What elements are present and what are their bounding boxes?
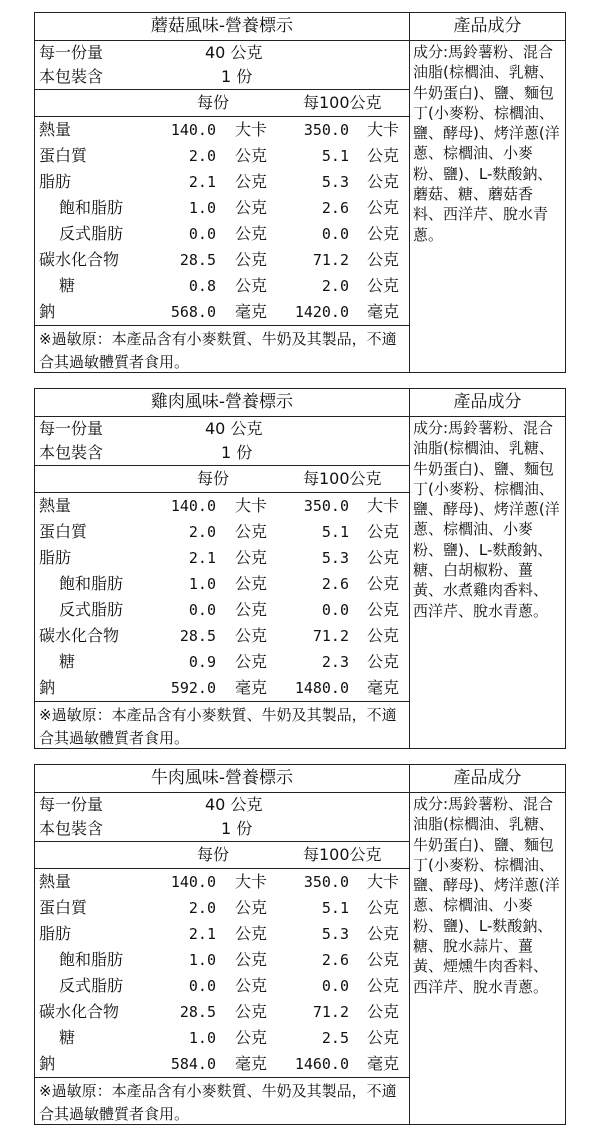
per-100g-value: 71.2 [312,1003,349,1021]
nutrient-row [35,623,409,649]
per-serving-value: 584.0 [170,1055,216,1073]
ingredients-text: 成分:馬鈴薯粉、混合油脂(棕櫚油、乳糖、牛奶蛋白)、鹽、麵包丁(小麥粉、棕櫚油、鹽、酵母)、烤洋蔥(洋蔥、棕櫚油、小麥粉、鹽)、L-麩酸鈉、糖、白胡椒粉、薑黃、水煮雞肉香料、西洋芹、脫水青蔥。 [413,419,560,620]
nutrient-name: 糖 [59,276,76,295]
servings-value: 1 份 [221,819,253,838]
per-100g-unit: 公克 [367,276,400,295]
nutrient-rows [35,869,409,1078]
per-100g-header: 每100公克 [303,469,382,488]
per-serving-unit: 公克 [235,898,268,917]
per-serving-unit: 毫克 [235,1054,268,1073]
per-serving-value: 28.5 [179,251,216,269]
serving-size-label: 每一份量 [39,43,104,62]
per-serving-unit: 公克 [235,1028,268,1047]
label-title: 蘑菇風味-營養標示 [35,13,409,41]
nutrient-row [35,973,409,999]
nutrient-row [35,247,409,273]
serving-size-label: 每一份量 [39,795,104,814]
ingredients-panel [410,13,565,372]
per-serving-unit: 大卡 [235,120,268,139]
per-100g-unit: 公克 [367,574,400,593]
per-100g-value: 2.5 [321,1029,349,1047]
nutrient-row [35,597,409,623]
nutrient-row [35,921,409,947]
per-serving-unit: 公克 [235,976,268,995]
per-serving-value: 1.0 [188,1029,216,1047]
per-100g-value: 2.6 [321,951,349,969]
nutrient-row [35,895,409,921]
nutrient-name: 脂肪 [39,172,72,191]
per-serving-unit: 大卡 [235,872,268,891]
column-header [35,465,409,493]
label-title: 牛肉風味-營養標示 [35,765,409,793]
nutrient-rows [35,493,409,702]
per-100g-unit: 公克 [367,976,400,995]
nutrition-label-chicken [34,388,566,749]
column-header [35,841,409,869]
per-serving-value: 2.0 [188,899,216,917]
per-100g-unit: 大卡 [367,872,400,891]
per-serving-unit: 毫克 [235,302,268,321]
nutrient-row [35,947,409,973]
servings-row [35,65,409,89]
nutrient-name: 鈉 [39,1054,56,1073]
nutrient-name: 蛋白質 [39,898,88,917]
per-serving-unit: 公克 [235,626,268,645]
nutrient-name: 鈉 [39,302,56,321]
nutrient-row [35,117,409,143]
nutrient-name: 碳水化合物 [39,1002,120,1021]
per-serving-unit: 公克 [235,924,268,943]
per-100g-value: 2.3 [321,653,349,671]
serving-size-label: 每一份量 [39,419,104,438]
per-100g-unit: 公克 [367,652,400,671]
nutrient-row [35,519,409,545]
per-serving-header: 每份 [197,845,230,864]
nutrient-row [35,999,409,1025]
per-100g-value: 350.0 [303,873,349,891]
nutrient-name: 熱量 [39,872,72,891]
nutrient-name: 飽和脂肪 [59,198,124,217]
per-serving-unit: 公克 [235,950,268,969]
per-serving-value: 592.0 [170,679,216,697]
nutrient-name: 反式脂肪 [59,976,124,995]
per-100g-header: 每100公克 [303,93,382,112]
serving-size-row [35,41,409,65]
nutrient-name: 蛋白質 [39,146,88,165]
nutrient-rows [35,117,409,326]
per-serving-value: 140.0 [170,121,216,139]
per-100g-unit: 公克 [367,924,400,943]
per-100g-value: 5.3 [321,173,349,191]
per-serving-unit: 大卡 [235,496,268,515]
nutrient-name: 碳水化合物 [39,626,120,645]
per-serving-value: 1.0 [188,951,216,969]
nutrient-name: 熱量 [39,496,72,515]
per-serving-unit: 公克 [235,600,268,619]
per-100g-value: 0.0 [321,977,349,995]
per-100g-unit: 公克 [367,898,400,917]
per-serving-unit: 公克 [235,548,268,567]
per-100g-value: 71.2 [312,251,349,269]
nutrient-name: 脂肪 [39,924,72,943]
per-100g-value: 0.0 [321,601,349,619]
per-serving-value: 2.1 [188,173,216,191]
per-serving-value: 2.0 [188,523,216,541]
per-100g-unit: 公克 [367,146,400,165]
nutrient-row [35,869,409,895]
nutrition-label-mushroom [34,12,566,373]
per-serving-value: 28.5 [179,627,216,645]
nutrient-row [35,299,409,326]
nutrient-name: 飽和脂肪 [59,574,124,593]
per-serving-value: 140.0 [170,497,216,515]
per-100g-value: 2.6 [321,199,349,217]
per-serving-unit: 公克 [235,224,268,243]
nutrient-name: 熱量 [39,120,72,139]
column-header [35,89,409,117]
per-100g-unit: 公克 [367,600,400,619]
serving-size-row [35,417,409,441]
servings-row [35,441,409,465]
per-serving-unit: 公克 [235,198,268,217]
nutrition-label-beef [34,764,566,1125]
ingredients-title: 產品成分 [410,389,565,417]
per-serving-value: 1.0 [188,199,216,217]
per-serving-unit: 公克 [235,276,268,295]
per-100g-value: 350.0 [303,121,349,139]
nutrient-row [35,273,409,299]
per-100g-value: 5.1 [321,147,349,165]
serving-size-value: 40 公克 [205,795,263,814]
servings-label: 本包裝含 [39,819,104,838]
per-100g-unit: 公克 [367,522,400,541]
per-serving-value: 2.1 [188,925,216,943]
per-serving-value: 568.0 [170,303,216,321]
per-100g-value: 2.0 [321,277,349,295]
label-title: 雞肉風味-營養標示 [35,389,409,417]
per-serving-header: 每份 [197,469,230,488]
per-serving-value: 28.5 [179,1003,216,1021]
nutrient-row [35,1025,409,1051]
per-serving-value: 0.0 [188,977,216,995]
serving-size-row [35,793,409,817]
ingredients-panel [410,765,565,1124]
ingredients-text: 成分:馬鈴薯粉、混合油脂(棕櫚油、乳糖、牛奶蛋白)、鹽、麵包丁(小麥粉、棕櫚油、鹽、酵母)、烤洋蔥(洋蔥、棕櫚油、小麥粉、鹽)、L-麩酸鈉、糖、脫水蒜片、薑黃、煙燻牛肉香料、西洋芹、脫水青蔥。 [413,795,560,996]
servings-label: 本包裝含 [39,443,104,462]
per-100g-value: 2.6 [321,575,349,593]
per-serving-value: 2.1 [188,549,216,567]
nutrition-facts-panel [35,389,410,748]
servings-value: 1 份 [221,67,253,86]
per-100g-unit: 公克 [367,198,400,217]
nutrition-facts-panel [35,13,410,372]
allergen-notice: ※過敏原：本產品含有小麥麩質、牛奶及其製品，不適合其過敏體質者食用。 [39,330,397,371]
nutrient-row [35,675,409,702]
per-100g-value: 1420.0 [294,303,349,321]
per-100g-value: 0.0 [321,225,349,243]
nutrient-row [35,493,409,519]
per-serving-unit: 公克 [235,574,268,593]
per-100g-unit: 毫克 [367,678,400,697]
per-serving-unit: 毫克 [235,678,268,697]
nutrient-name: 糖 [59,652,76,671]
nutrient-row [35,545,409,571]
servings-value: 1 份 [221,443,253,462]
nutrient-row [35,195,409,221]
per-100g-value: 350.0 [303,497,349,515]
per-100g-unit: 公克 [367,250,400,269]
nutrient-row [35,649,409,675]
per-100g-unit: 公克 [367,172,400,191]
per-serving-unit: 公克 [235,522,268,541]
per-serving-unit: 公克 [235,146,268,165]
per-serving-value: 0.0 [188,601,216,619]
per-100g-unit: 公克 [367,548,400,567]
per-serving-unit: 公克 [235,172,268,191]
per-serving-value: 2.0 [188,147,216,165]
nutrient-name: 糖 [59,1028,76,1047]
per-serving-header: 每份 [197,93,230,112]
per-100g-value: 5.1 [321,523,349,541]
per-100g-unit: 公克 [367,224,400,243]
serving-size-value: 40 公克 [205,43,263,62]
per-serving-value: 0.8 [188,277,216,295]
nutrient-name: 碳水化合物 [39,250,120,269]
servings-row [35,817,409,841]
serving-size-value: 40 公克 [205,419,263,438]
per-100g-value: 5.1 [321,899,349,917]
per-serving-value: 0.9 [188,653,216,671]
nutrient-name: 鈉 [39,678,56,697]
per-100g-header: 每100公克 [303,845,382,864]
per-100g-value: 1480.0 [294,679,349,697]
per-100g-value: 5.3 [321,549,349,567]
nutrient-name: 脂肪 [39,548,72,567]
per-100g-unit: 毫克 [367,1054,400,1073]
nutrient-row [35,1051,409,1078]
per-100g-value: 1460.0 [294,1055,349,1073]
per-100g-unit: 毫克 [367,302,400,321]
per-serving-unit: 公克 [235,250,268,269]
ingredients-text: 成分:馬鈴薯粉、混合油脂(棕櫚油、乳糖、牛奶蛋白)、鹽、麵包丁(小麥粉、棕櫚油、鹽、酵母)、烤洋蔥(洋蔥、棕櫚油、小麥粉、鹽)、L-麩酸鈉、蘑菇、糖、蘑菇香料、西洋芹、脫水青蔥。 [413,43,560,244]
nutrient-name: 蛋白質 [39,522,88,541]
nutrient-row [35,221,409,247]
per-100g-unit: 公克 [367,1028,400,1047]
per-100g-unit: 大卡 [367,496,400,515]
per-serving-unit: 公克 [235,1002,268,1021]
nutrition-facts-panel [35,765,410,1124]
per-serving-value: 1.0 [188,575,216,593]
servings-label: 本包裝含 [39,67,104,86]
per-100g-value: 71.2 [312,627,349,645]
per-100g-unit: 公克 [367,1002,400,1021]
nutrient-row [35,169,409,195]
per-serving-value: 140.0 [170,873,216,891]
ingredients-title: 產品成分 [410,765,565,793]
per-100g-unit: 公克 [367,626,400,645]
per-serving-value: 0.0 [188,225,216,243]
nutrient-name: 反式脂肪 [59,600,124,619]
per-100g-value: 5.3 [321,925,349,943]
per-100g-unit: 大卡 [367,120,400,139]
allergen-notice: ※過敏原：本產品含有小麥麩質、牛奶及其製品，不適合其過敏體質者食用。 [39,1082,397,1123]
nutrient-name: 反式脂肪 [59,224,124,243]
allergen-notice: ※過敏原：本產品含有小麥麩質、牛奶及其製品，不適合其過敏體質者食用。 [39,706,397,747]
nutrient-row [35,571,409,597]
per-serving-unit: 公克 [235,652,268,671]
per-100g-unit: 公克 [367,950,400,969]
nutrient-row [35,143,409,169]
nutrient-name: 飽和脂肪 [59,950,124,969]
ingredients-panel [410,389,565,748]
ingredients-title: 產品成分 [410,13,565,41]
